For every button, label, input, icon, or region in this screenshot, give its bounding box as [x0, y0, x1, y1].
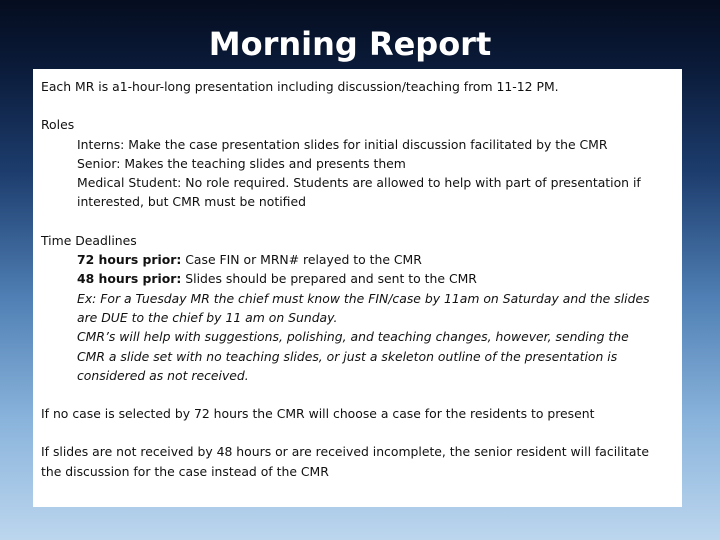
deadline-72-label: 72 hours prior:	[77, 252, 182, 268]
roles-heading: Roles	[41, 117, 75, 133]
example-line2: are DUE to the chief by 11 am on Sunday.	[77, 309, 338, 325]
spacer	[41, 423, 674, 442]
deadline-48	[41, 269, 674, 288]
cmr-note-line2: CMR a slide set with no teaching slides, or just a skeleton outline of the presentation is	[77, 348, 618, 364]
intro-text: Each MR is a1-hour-long presentation including discussion/teaching from 11-12 PM.	[41, 79, 559, 94]
content-panel	[33, 69, 682, 507]
role-student-line2: interested, but CMR must be notified	[77, 194, 306, 210]
cmr-note-line3: considered as not received.	[77, 367, 249, 383]
spacer	[41, 96, 674, 115]
deadline-72-text: Case FIN or MRN# relayed to the CMR	[181, 252, 422, 268]
rule-72-hours: If no case is selected by 72 hours the CMR will choose a case for the residents to present	[41, 406, 595, 422]
deadlines-heading: Time Deadlines	[41, 232, 137, 248]
rule-48-hours-line2: the discussion for the case instead of the CMR	[41, 463, 329, 479]
spacer	[41, 212, 674, 231]
deadline-72	[41, 250, 674, 269]
rule-48-hours-line1: If slides are not received by 48 hours or are received incomplete, the senior resident will facilitate	[41, 444, 649, 460]
example-line1: Ex: For a Tuesday MR the chief must know the FIN/case by 11am on Saturday and the slides	[77, 290, 650, 306]
role-student-line1: Medical Student: No role required. Students are allowed to help with part of presentation if	[77, 175, 641, 191]
slide-title: Morning Report	[208, 25, 492, 63]
cmr-note-line1: CMR’s will help with suggestions, polishing, and teaching changes, however, sending the	[77, 329, 629, 345]
spacer	[41, 385, 674, 404]
role-senior: Senior: Makes the teaching slides and presents them	[77, 155, 406, 171]
deadline-48-label: 48 hours prior:	[77, 271, 182, 287]
deadline-48-text: Slides should be prepared and sent to the CMR	[181, 271, 477, 287]
role-interns: Interns: Make the case presentation slides for initial discussion facilitated by the CMR	[77, 136, 608, 152]
